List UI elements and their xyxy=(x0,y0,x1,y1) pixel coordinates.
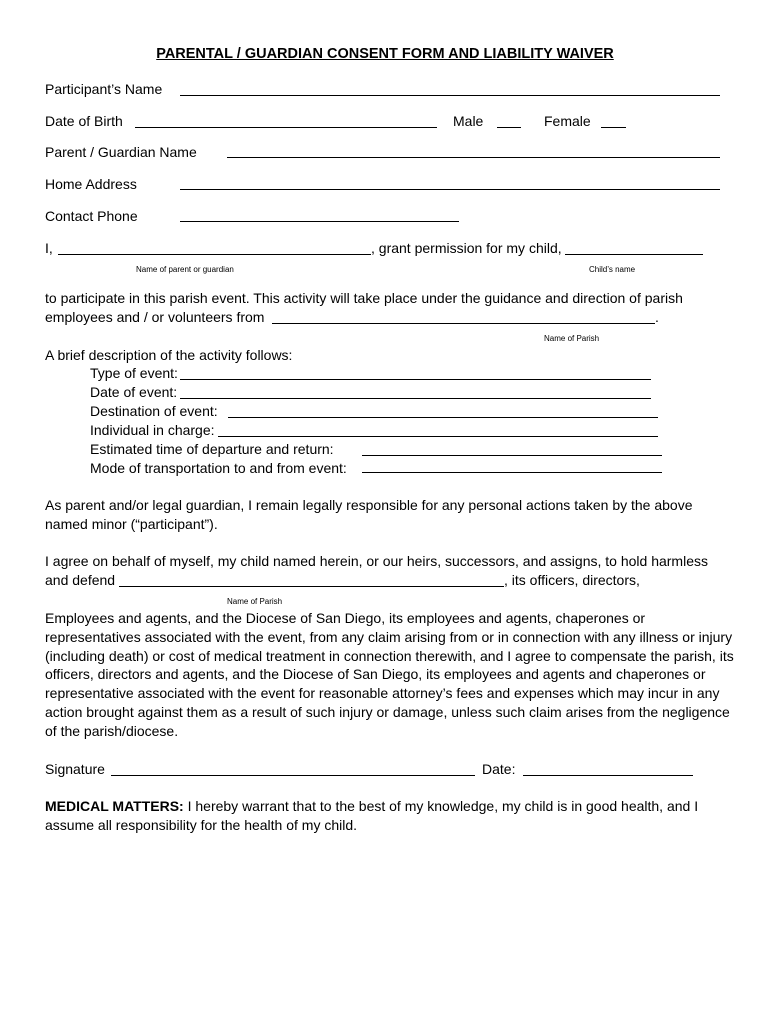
type-label: Type of event: xyxy=(90,365,178,381)
individual-label: Individual in charge: xyxy=(90,422,215,438)
date-field[interactable] xyxy=(523,775,693,776)
destination-field[interactable] xyxy=(228,417,658,418)
male-label: Male xyxy=(453,113,484,129)
signature-field[interactable] xyxy=(111,775,475,776)
dob-label: Date of Birth xyxy=(45,113,123,129)
home-address-field[interactable] xyxy=(180,189,720,190)
home-address-label: Home Address xyxy=(45,176,137,192)
participate-line1: to participate in this parish event. This activity will take place under the guidance and direction of parish xyxy=(45,290,683,306)
type-field[interactable] xyxy=(180,379,651,380)
date-event-field[interactable] xyxy=(180,398,651,399)
child-name-field[interactable] xyxy=(565,254,703,255)
parent-name-field[interactable] xyxy=(227,157,720,158)
medical-heading: MEDICAL MATTERS: xyxy=(45,798,184,814)
parish-name-field-1[interactable] xyxy=(272,323,655,324)
male-field[interactable] xyxy=(497,127,521,128)
i-label: I, xyxy=(45,240,53,256)
mode-field[interactable] xyxy=(362,472,662,473)
caption-parent: Name of parent or guardian xyxy=(136,265,234,274)
caption-parish-1: Name of Parish xyxy=(544,334,600,343)
parent-name-consent-field[interactable] xyxy=(58,254,371,255)
participate-line2: employees and / or volunteers from xyxy=(45,309,265,325)
employees-paragraph: Employees and agents, and the Diocese of San Diego, its employees and agents, chaperones or representatives associated with the event, from any claim arising from or in connection with any illness or injury (including death) or cost of medical treatment in connection therewith, and I agree to compensate the parish, its officers, directors and agents, and the Diocese of San Diego, its employees and agents and chaperones or representative associated with the event for reasonable attorney’s fees and expenses which may incur in any action brought against them as a result of such injury or damage, unless such claim arises from the negligence of the parish/diocese. xyxy=(45,610,734,739)
medical-text: I hereby warrant that to the best of my knowledge, my child is in good health, and I assume all responsibility for the health of my child. xyxy=(45,798,699,833)
form-title: PARENTAL / GUARDIAN CONSENT FORM AND LIABILITY WAIVER xyxy=(156,46,614,62)
female-label: Female xyxy=(544,113,591,129)
date-event-label: Date of event: xyxy=(90,384,178,400)
date-label: Date: xyxy=(482,761,516,777)
dob-field[interactable] xyxy=(135,127,437,128)
agree-line1: I agree on behalf of myself, my child named herein, or our heirs, successors, and assigns, to hold harmless xyxy=(45,553,708,569)
activity-intro: A brief description of the activity follows: xyxy=(45,347,293,363)
time-field[interactable] xyxy=(362,455,662,456)
caption-child: Child’s name xyxy=(589,265,636,274)
parish-name-field-2[interactable] xyxy=(119,586,504,587)
agree-defend: and defend xyxy=(45,572,116,588)
mode-label: Mode of transportation to and from event: xyxy=(90,460,347,476)
legal-paragraph: As parent and/or legal guardian, I remain legally responsible for any personal actions taken by the above named minor (“participant”). xyxy=(45,497,693,532)
medical-paragraph xyxy=(45,797,735,835)
female-field[interactable] xyxy=(601,127,626,128)
signature-label: Signature xyxy=(45,761,105,777)
grant-text: , grant permission for my child, xyxy=(371,240,562,256)
time-label: Estimated time of departure and return: xyxy=(90,441,334,457)
destination-label: Destination of event: xyxy=(90,403,218,419)
contact-phone-label: Contact Phone xyxy=(45,208,138,224)
agree-officers: , its officers, directors, xyxy=(504,572,640,588)
caption-parish-2: Name of Parish xyxy=(227,597,283,606)
parent-name-label: Parent / Guardian Name xyxy=(45,144,197,160)
contact-phone-field[interactable] xyxy=(180,221,459,222)
individual-field[interactable] xyxy=(218,436,658,437)
participant-name-label: Participant’s Name xyxy=(45,81,163,97)
period: . xyxy=(655,309,659,325)
participant-name-field[interactable] xyxy=(180,95,720,96)
